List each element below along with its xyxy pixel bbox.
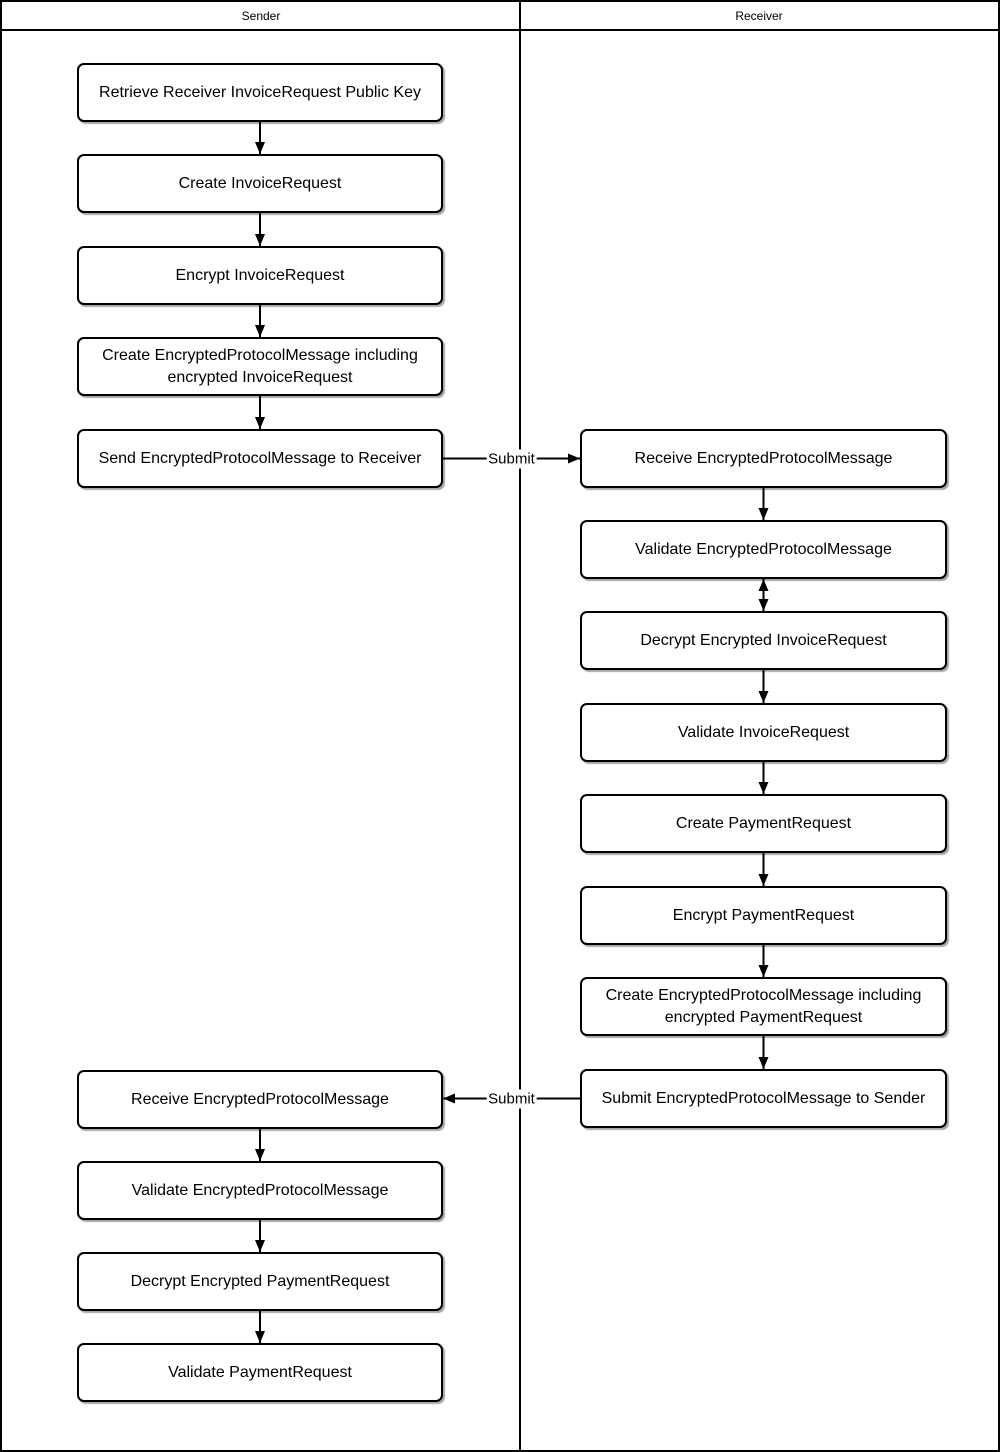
flow-node-r1	[580, 429, 947, 488]
flow-node-label: Receive EncryptedProtocolMessage	[634, 449, 893, 467]
flow-node-label: Create EncryptedProtocolMessage including encrypted PaymentRequest	[605, 986, 922, 1026]
flow-node-label: Retrieve Receiver InvoiceRequest Public Key	[99, 83, 421, 101]
flow-node-r7	[580, 977, 947, 1036]
flow-node-label: Receive EncryptedProtocolMessage	[131, 1090, 389, 1108]
flow-node-s9	[77, 1343, 443, 1402]
flow-edge-label-s5-r1: Submit	[488, 450, 535, 467]
flow-node-label: Submit EncryptedProtocolMessage to Sender	[601, 1089, 926, 1107]
flow-node-r5	[580, 794, 947, 853]
flow-edge-label-r8-s6: Submit	[488, 1090, 535, 1107]
flow-node-label: Validate PaymentRequest	[168, 1363, 352, 1381]
flow-node-label: Validate EncryptedProtocolMessage	[131, 1181, 389, 1199]
flow-node-s1	[77, 63, 443, 122]
flow-node-s6	[77, 1070, 443, 1129]
flow-node-r4	[580, 703, 947, 762]
flow-node-r6	[580, 886, 947, 945]
flow-node-r2	[580, 520, 947, 579]
lane-header-sender-label: Sender	[241, 8, 281, 23]
flow-node-label: Encrypt PaymentRequest	[672, 906, 855, 924]
flow-node-s3	[77, 246, 443, 305]
flow-node-s5	[77, 429, 443, 488]
flow-node-r3	[580, 611, 947, 670]
flow-node-r8	[580, 1069, 947, 1128]
flow-node-s8	[77, 1252, 443, 1311]
flow-node-label: Validate InvoiceRequest	[677, 723, 850, 741]
flow-node-label: Decrypt Encrypted PaymentRequest	[130, 1272, 390, 1290]
flow-node-label: Create InvoiceRequest	[178, 174, 342, 192]
lane-header-receiver-label: Receiver	[735, 8, 783, 23]
flow-node-label: Validate EncryptedProtocolMessage	[635, 540, 892, 558]
flow-node-label: Create EncryptedProtocolMessage including encrypted InvoiceRequest	[102, 346, 418, 386]
flow-node-label: Decrypt Encrypted InvoiceRequest	[640, 631, 887, 649]
flow-node-s7	[77, 1161, 443, 1220]
flow-node-label: Encrypt InvoiceRequest	[175, 266, 345, 284]
flow-node-label: Send EncryptedProtocolMessage to Receiver	[98, 449, 422, 467]
flow-node-label: Create PaymentRequest	[675, 814, 852, 832]
flow-node-s4	[77, 337, 443, 396]
flow-node-s2	[77, 154, 443, 213]
